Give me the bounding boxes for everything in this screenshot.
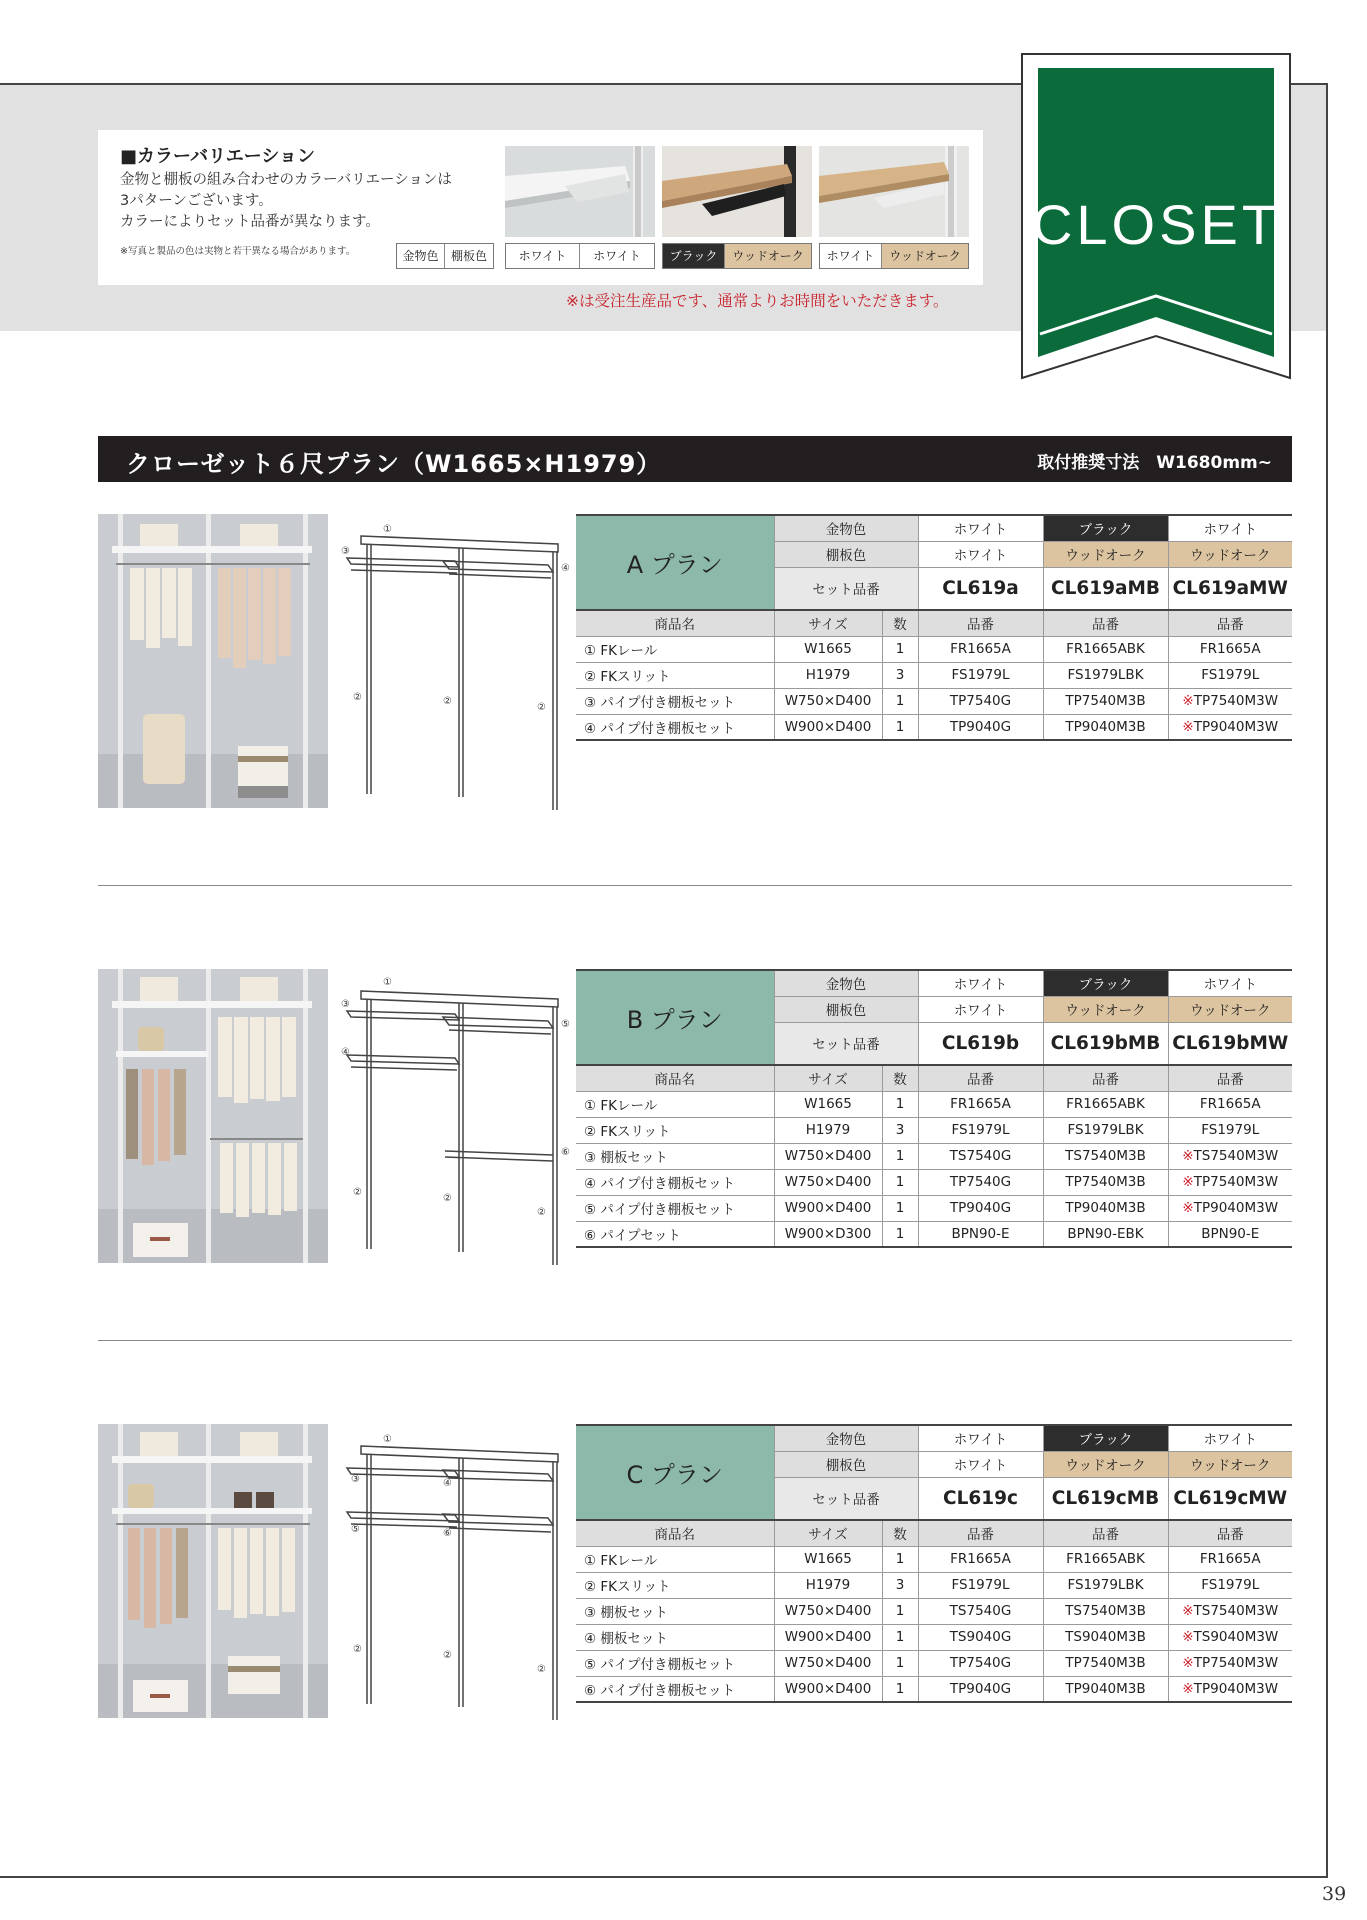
part-size: W900×D300 — [774, 1221, 882, 1247]
section-divider — [98, 885, 1292, 886]
part-code-white: TS7540G — [918, 1598, 1043, 1624]
plan-b — [98, 969, 1292, 1269]
variant-metal: ホワイト — [820, 244, 882, 268]
variant-metal: ホワイト — [506, 244, 580, 268]
callout-2: ② — [353, 692, 362, 703]
part-qty: 1 — [882, 1650, 918, 1676]
col-code: 品番 — [1168, 610, 1292, 636]
col-code: 品番 — [918, 1520, 1043, 1546]
col-code: 品番 — [1168, 1520, 1292, 1546]
shelf-color-label: 棚板色 — [774, 996, 918, 1022]
part-name: ⑥ パイプ付き棚板セット — [576, 1676, 774, 1702]
part-code-black: TP7540M3B — [1043, 1169, 1168, 1195]
made-to-order-mark: ※ — [1182, 1655, 1194, 1671]
part-code-white-wood — [1168, 688, 1292, 714]
part-qty: 3 — [882, 1117, 918, 1143]
sample-photo-white-wood — [819, 146, 969, 237]
shelf-white: ホワイト — [918, 541, 1043, 567]
part-code-value: FR1665A — [1199, 1096, 1261, 1112]
callout-2: ② — [353, 1187, 362, 1198]
part-code-white: FS1979L — [918, 1117, 1043, 1143]
part-code-black: TP9040M3B — [1043, 1676, 1168, 1702]
made-to-order-mark: ※ — [1182, 1680, 1194, 1697]
desc-line: 金物と棚板の組み合わせのカラーバリエーションは — [120, 172, 452, 188]
plan-c-spec-table — [576, 1424, 1292, 1703]
set-code-label: セット品番 — [774, 567, 918, 610]
table-row — [576, 1091, 1292, 1117]
made-to-order-mark: ※ — [1182, 1200, 1194, 1216]
part-qty: 1 — [882, 1546, 918, 1572]
table-row — [576, 636, 1292, 662]
legend-metal: 金物色 — [397, 244, 445, 268]
part-code-value: TS9040M3W — [1193, 1629, 1279, 1645]
table-row — [576, 1676, 1292, 1702]
col-qty: 数 — [882, 1520, 918, 1546]
col-code: 品番 — [1168, 1065, 1292, 1091]
part-name: ⑥ パイプセット — [576, 1221, 774, 1247]
plan-c-photo — [98, 1424, 328, 1718]
sample-photo-white-white — [505, 146, 655, 237]
set-code: CL619aMW — [1168, 567, 1292, 610]
part-size: W900×D400 — [774, 714, 882, 740]
table-row — [576, 1624, 1292, 1650]
color-variation-title: ■カラーバリエーション — [120, 146, 316, 167]
metal-black: ブラック — [1043, 970, 1168, 996]
part-code-black: TS9040M3B — [1043, 1624, 1168, 1650]
part-code-white: FR1665A — [918, 1546, 1043, 1572]
part-size: W1665 — [774, 636, 882, 662]
part-size: W750×D400 — [774, 1169, 882, 1195]
part-code-black: FS1979LBK — [1043, 1572, 1168, 1598]
part-code-black: TS7540M3B — [1043, 1143, 1168, 1169]
metal-black: ブラック — [1043, 515, 1168, 541]
part-code-value: TP9040M3W — [1193, 1200, 1279, 1216]
part-name: ① FKレール — [576, 1546, 774, 1572]
part-code-white: TP7540G — [918, 688, 1043, 714]
set-code: CL619a — [918, 567, 1043, 610]
part-code-black: FR1665ABK — [1043, 636, 1168, 662]
part-qty: 1 — [882, 636, 918, 662]
part-code-white-wood — [1168, 1546, 1292, 1572]
part-code-white-wood — [1168, 1572, 1292, 1598]
plan-a-spec-table — [576, 514, 1292, 741]
shelf-wood: ウッドオーク — [1168, 1451, 1292, 1477]
shelf-wood: ウッドオーク — [1043, 996, 1168, 1022]
col-qty: 数 — [882, 1065, 918, 1091]
part-code-white-wood — [1168, 1117, 1292, 1143]
part-code-white-wood — [1168, 714, 1292, 740]
table-row — [576, 1572, 1292, 1598]
part-size: W900×D400 — [774, 1624, 882, 1650]
callout-1: ① — [383, 524, 392, 535]
part-code-white-wood — [1168, 1195, 1292, 1221]
closet-badge — [1020, 52, 1292, 380]
metal-white: ホワイト — [918, 970, 1043, 996]
shelf-wood: ウッドオーク — [1168, 541, 1292, 567]
part-code-white-wood — [1168, 1624, 1292, 1650]
sample-photo-black-wood — [662, 146, 812, 237]
part-code-value: BPN90-E — [1201, 1225, 1260, 1242]
part-size: W750×D400 — [774, 1598, 882, 1624]
part-code-white-wood — [1168, 1143, 1292, 1169]
part-qty: 1 — [882, 1221, 918, 1247]
callout-3: ③ — [341, 546, 350, 557]
set-code: CL619bMB — [1043, 1022, 1168, 1065]
part-qty: 3 — [882, 662, 918, 688]
table-row — [576, 1546, 1292, 1572]
made-to-order-mark: ※ — [1182, 718, 1194, 735]
part-code-white-wood — [1168, 1169, 1292, 1195]
variant-black-wood — [662, 243, 812, 269]
part-qty: 1 — [882, 1091, 918, 1117]
part-code-black: TP9040M3B — [1043, 714, 1168, 740]
metal-black: ブラック — [1043, 1425, 1168, 1451]
part-code-white-wood — [1168, 1650, 1292, 1676]
shelf-color-label: 棚板色 — [774, 541, 918, 567]
col-code: 品番 — [1043, 610, 1168, 636]
part-name: ⑤ パイプ付き棚板セット — [576, 1650, 774, 1676]
part-code-white: TP7540G — [918, 1169, 1043, 1195]
part-qty: 1 — [882, 1195, 918, 1221]
callout-2: ② — [443, 1650, 452, 1661]
made-to-order-mark: ※ — [1182, 1174, 1194, 1190]
callout-4: ④ — [561, 563, 570, 574]
set-code-label: セット品番 — [774, 1022, 918, 1065]
made-to-order-mark: ※ — [1182, 1148, 1194, 1164]
part-code-white-wood — [1168, 662, 1292, 688]
parts-header-row — [576, 1520, 1292, 1546]
page-number: 39 — [1322, 1883, 1347, 1905]
part-code-black: TS7540M3B — [1043, 1598, 1168, 1624]
col-size: サイズ — [774, 1520, 882, 1546]
part-code-value: TP9040M3W — [1193, 1680, 1279, 1697]
part-size: H1979 — [774, 1117, 882, 1143]
metal-white: ホワイト — [1168, 515, 1292, 541]
table-row — [576, 662, 1292, 688]
callout-2: ② — [537, 1664, 546, 1675]
part-code-value: FR1665A — [1199, 1551, 1261, 1567]
part-name: ⑤ パイプ付き棚板セット — [576, 1195, 774, 1221]
part-name: ④ パイプ付き棚板セット — [576, 714, 774, 740]
variant-white-wood — [819, 243, 969, 269]
col-code: 品番 — [1043, 1520, 1168, 1546]
part-code-value: FR1665A — [1199, 641, 1261, 657]
part-code-value: TP9040M3W — [1193, 718, 1279, 735]
set-code: CL619aMB — [1043, 567, 1168, 610]
part-code-value: TP7540M3W — [1193, 1174, 1279, 1190]
callout-6: ⑥ — [561, 1147, 570, 1158]
plan-b-name: B プラン — [576, 970, 774, 1065]
legend-shelf: 棚板色 — [445, 244, 493, 268]
part-code-black: FR1665ABK — [1043, 1091, 1168, 1117]
part-code-white: FR1665A — [918, 1091, 1043, 1117]
part-size: W750×D400 — [774, 1650, 882, 1676]
callout-3: ③ — [351, 1474, 360, 1485]
part-name: ③ 棚板セット — [576, 1598, 774, 1624]
metal-white: ホワイト — [1168, 970, 1292, 996]
shelf-white: ホワイト — [918, 1451, 1043, 1477]
table-row — [576, 1650, 1292, 1676]
plan-c — [98, 1424, 1292, 1724]
set-code: CL619cMB — [1043, 1477, 1168, 1520]
part-code-white: TS7540G — [918, 1143, 1043, 1169]
part-code-black: TP7540M3B — [1043, 1650, 1168, 1676]
part-name: ① FKレール — [576, 1091, 774, 1117]
callout-5: ⑤ — [351, 1524, 360, 1535]
table-row — [576, 688, 1292, 714]
variant-metal: ブラック — [663, 244, 725, 268]
callout-2: ② — [443, 1193, 452, 1204]
part-code-white: BPN90-E — [918, 1221, 1043, 1247]
shelf-color-label: 棚板色 — [774, 1451, 918, 1477]
plan-a-name: A プラン — [576, 515, 774, 610]
part-qty: 1 — [882, 688, 918, 714]
part-code-white: TP7540G — [918, 1650, 1043, 1676]
part-name: ④ パイプ付き棚板セット — [576, 1169, 774, 1195]
set-code: CL619bMW — [1168, 1022, 1292, 1065]
callout-5: ⑤ — [561, 1019, 570, 1030]
plan-header-title: クローゼット６尺プラン（W1665×H1979） — [126, 450, 662, 478]
shelf-wood: ウッドオーク — [1168, 996, 1292, 1022]
part-qty: 3 — [882, 1572, 918, 1598]
parts-header-row — [576, 610, 1292, 636]
metal-white: ホワイト — [918, 515, 1043, 541]
color-note: ※写真と製品の色は実物と若干異なる場合があります。 — [120, 246, 356, 257]
part-code-value: TS7540M3W — [1193, 1603, 1279, 1619]
part-name: ① FKレール — [576, 636, 774, 662]
part-size: W900×D400 — [774, 1195, 882, 1221]
part-qty: 1 — [882, 1169, 918, 1195]
part-code-white-wood — [1168, 636, 1292, 662]
made-to-order-mark: ※ — [1182, 1629, 1194, 1645]
part-qty: 1 — [882, 1143, 918, 1169]
part-code-value: FS1979L — [1201, 1577, 1260, 1593]
part-code-white: TP9040G — [918, 1676, 1043, 1702]
part-code-black: FR1665ABK — [1043, 1546, 1168, 1572]
page-frame-bottom — [0, 1876, 1328, 1878]
plan-b-spec-table — [576, 969, 1292, 1248]
variant-shelf: ホワイト — [580, 244, 654, 268]
made-to-order-mark: ※ — [1182, 693, 1194, 709]
col-product-name: 商品名 — [576, 610, 774, 636]
set-code-label: セット品番 — [774, 1477, 918, 1520]
callout-1: ① — [383, 977, 392, 988]
part-size: W750×D400 — [774, 1143, 882, 1169]
desc-line: カラーによりセット品番が異なります。 — [120, 214, 380, 230]
table-row — [576, 1169, 1292, 1195]
part-code-white-wood — [1168, 1091, 1292, 1117]
shelf-white: ホワイト — [918, 996, 1043, 1022]
part-name: ③ 棚板セット — [576, 1143, 774, 1169]
part-code-black: TP7540M3B — [1043, 688, 1168, 714]
part-code-value: TP7540M3W — [1193, 693, 1279, 709]
badge-label: CLOSET — [1031, 193, 1281, 256]
part-size: W900×D400 — [774, 1676, 882, 1702]
callout-1: ① — [383, 1434, 392, 1445]
metal-color-label: 金物色 — [774, 1425, 918, 1451]
part-name: ② FKスリット — [576, 1572, 774, 1598]
section-divider — [98, 1340, 1292, 1341]
part-qty: 1 — [882, 1598, 918, 1624]
col-size: サイズ — [774, 1065, 882, 1091]
plan-a — [98, 514, 1292, 814]
metal-white: ホワイト — [918, 1425, 1043, 1451]
recommended-size: 取付推奨寸法 W1680mm~ — [1037, 453, 1272, 473]
set-code: CL619b — [918, 1022, 1043, 1065]
color-legend — [396, 243, 494, 269]
made-to-order-note: ※は受注生産品です、通常よりお時間をいただきます。 — [566, 292, 949, 310]
callout-2: ② — [537, 1207, 546, 1218]
part-size: H1979 — [774, 662, 882, 688]
table-row — [576, 1143, 1292, 1169]
col-size: サイズ — [774, 610, 882, 636]
callout-2: ② — [353, 1644, 362, 1655]
part-name: ③ パイプ付き棚板セット — [576, 688, 774, 714]
page-frame-right — [1326, 83, 1328, 1878]
shelf-wood: ウッドオーク — [1043, 1451, 1168, 1477]
desc-line: 3パターンございます。 — [120, 193, 273, 209]
col-code: 品番 — [918, 610, 1043, 636]
made-to-order-mark: ※ — [1182, 1603, 1194, 1619]
part-code-white: FS1979L — [918, 662, 1043, 688]
table-row — [576, 1598, 1292, 1624]
part-size: W1665 — [774, 1546, 882, 1572]
set-code: CL619cMW — [1168, 1477, 1292, 1520]
plan-header — [98, 436, 1292, 482]
part-code-black: FS1979LBK — [1043, 662, 1168, 688]
part-code-white-wood — [1168, 1221, 1292, 1247]
parts-header-row — [576, 1065, 1292, 1091]
col-code: 品番 — [918, 1065, 1043, 1091]
part-size: W1665 — [774, 1091, 882, 1117]
plan-c-name: C プラン — [576, 1425, 774, 1520]
part-code-black: TP9040M3B — [1043, 1195, 1168, 1221]
part-code-value: FS1979L — [1201, 667, 1260, 683]
plan-b-photo — [98, 969, 328, 1263]
variant-white-white — [505, 243, 655, 269]
part-code-value: TP7540M3W — [1193, 1655, 1279, 1671]
part-name: ② FKスリット — [576, 1117, 774, 1143]
part-code-black: FS1979LBK — [1043, 1117, 1168, 1143]
part-qty: 1 — [882, 714, 918, 740]
part-code-white: FS1979L — [918, 1572, 1043, 1598]
variant-shelf: ウッドオーク — [725, 244, 811, 268]
col-product-name: 商品名 — [576, 1520, 774, 1546]
part-code-black: BPN90-EBK — [1043, 1221, 1168, 1247]
set-code: CL619c — [918, 1477, 1043, 1520]
metal-color-label: 金物色 — [774, 970, 918, 996]
part-qty: 1 — [882, 1624, 918, 1650]
table-row — [576, 1195, 1292, 1221]
part-size: W750×D400 — [774, 688, 882, 714]
metal-white: ホワイト — [1168, 1425, 1292, 1451]
callout-2: ② — [537, 702, 546, 713]
metal-color-label: 金物色 — [774, 515, 918, 541]
table-row — [576, 1117, 1292, 1143]
part-code-value: FS1979L — [1201, 1122, 1260, 1138]
col-qty: 数 — [882, 610, 918, 636]
part-code-white: TP9040G — [918, 1195, 1043, 1221]
part-code-white: TP9040G — [918, 714, 1043, 740]
part-code-value: TS7540M3W — [1193, 1148, 1279, 1164]
part-code-white-wood — [1168, 1676, 1292, 1702]
col-product-name: 商品名 — [576, 1065, 774, 1091]
callout-4: ④ — [443, 1478, 452, 1489]
part-name: ② FKスリット — [576, 662, 774, 688]
part-code-white-wood — [1168, 1598, 1292, 1624]
color-variation-description — [120, 170, 460, 233]
callout-4: ④ — [341, 1047, 350, 1058]
shelf-wood: ウッドオーク — [1043, 541, 1168, 567]
plan-a-photo — [98, 514, 328, 808]
color-variation-box — [98, 130, 983, 285]
part-code-white: FR1665A — [918, 636, 1043, 662]
part-name: ④ 棚板セット — [576, 1624, 774, 1650]
part-code-white: TS9040G — [918, 1624, 1043, 1650]
callout-3: ③ — [341, 999, 350, 1010]
part-qty: 1 — [882, 1676, 918, 1702]
col-code: 品番 — [1043, 1065, 1168, 1091]
callout-6: ⑥ — [443, 1528, 452, 1539]
part-size: H1979 — [774, 1572, 882, 1598]
callout-2: ② — [443, 696, 452, 707]
table-row — [576, 1221, 1292, 1247]
variant-shelf: ウッドオーク — [882, 244, 968, 268]
table-row — [576, 714, 1292, 740]
